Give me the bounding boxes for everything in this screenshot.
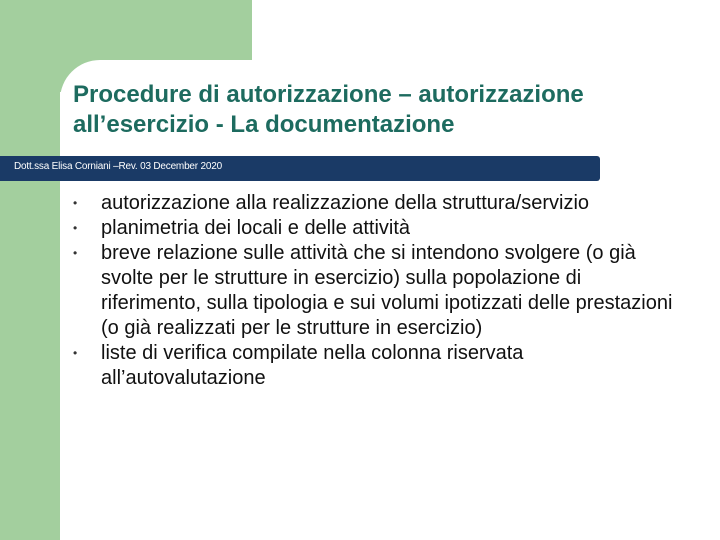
author-band <box>0 156 600 181</box>
bullet-item <box>73 241 673 341</box>
bullet-item <box>73 216 673 241</box>
slide-title: Procedure di autorizzazione – autorizzazione all’esercizio - La documentazione <box>73 81 584 138</box>
bullet-text: liste di verifica compilate nella colonna riservata all’autovalutazione <box>101 342 524 389</box>
bullet-marker: • <box>73 346 78 360</box>
bullet-marker: • <box>73 221 78 235</box>
bullet-list <box>73 191 673 391</box>
bullet-text: autorizzazione alla realizzazione della struttura/servizio <box>101 192 590 214</box>
author-revision-text: Dott.ssa Elisa Corniani –Rev. 03 December 2020 <box>14 161 222 172</box>
bullet-text: breve relazione sulle attività che si intendono svolgere (o già svolte per le strutture in esercizio) sulla popolazione di riferimento, sulla tipologia e sui volumi ipotizzati delle prestazioni (o già realizzati per le strutture in esercizio) <box>101 242 673 339</box>
bullet-item <box>73 341 673 391</box>
bullet-marker: • <box>73 196 78 210</box>
bullet-marker: • <box>73 246 78 260</box>
bullet-item <box>73 191 673 216</box>
bullet-text: planimetria dei locali e delle attività <box>101 217 411 239</box>
